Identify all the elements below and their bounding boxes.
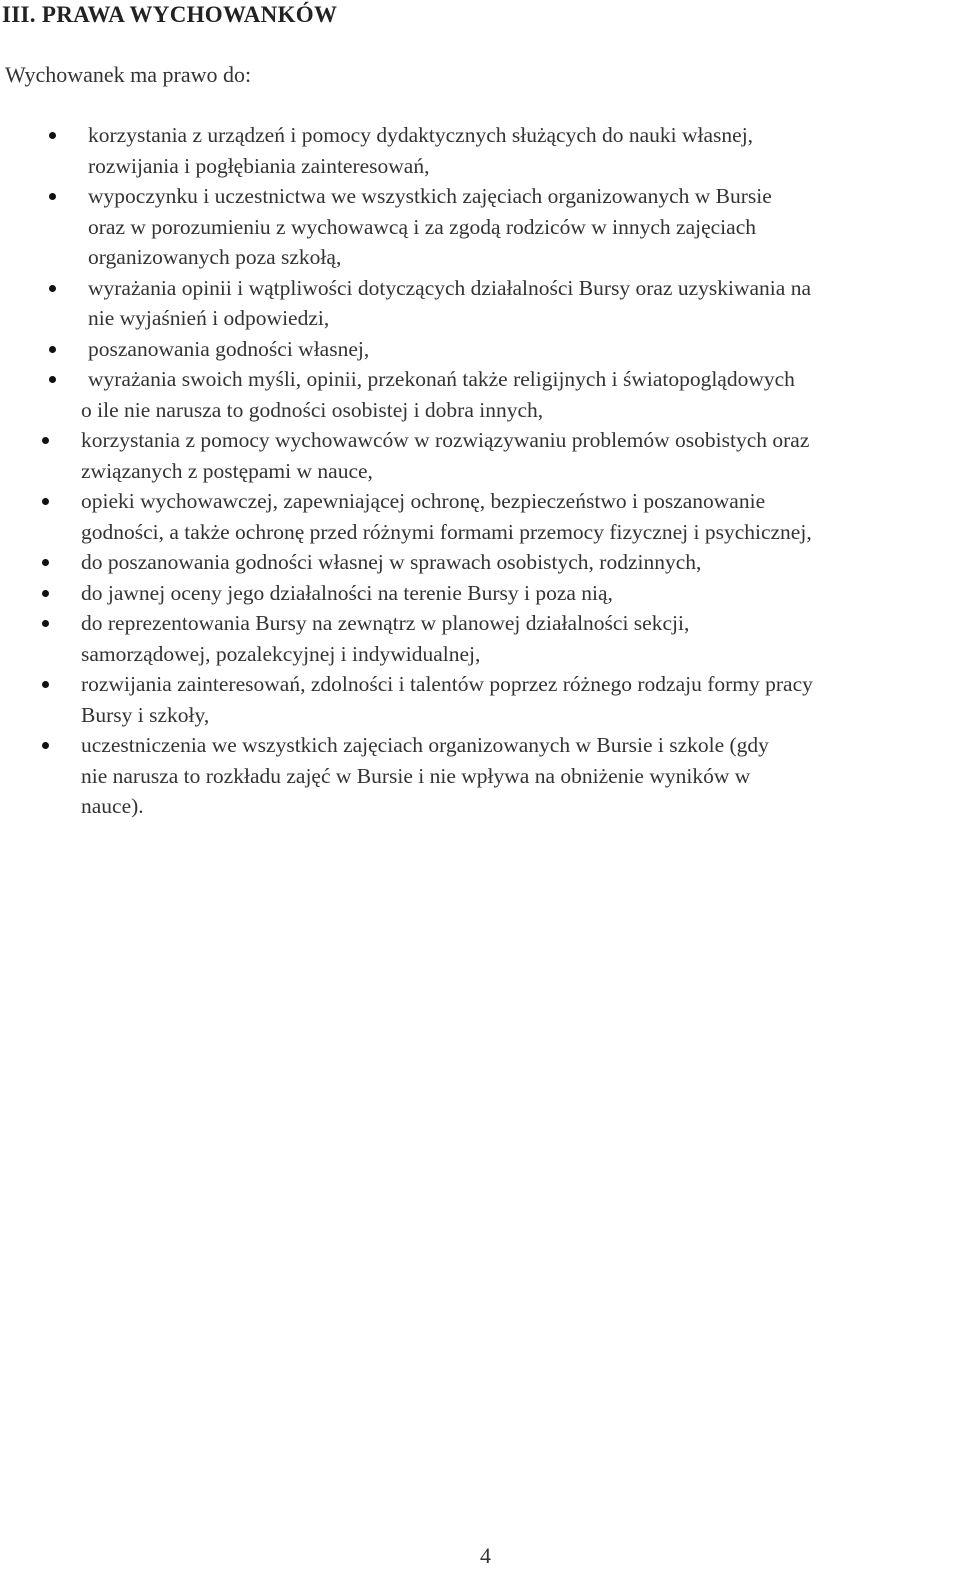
- text-line: do jawnej oceny jego działalności na terenie Bursy i poza nią,: [81, 580, 613, 605]
- bullet-icon: [42, 498, 49, 505]
- bullet-icon: [49, 376, 56, 383]
- text-line: korzystania z urządzeń i pomocy dydaktycznych służących do nauki własnej,: [88, 123, 754, 147]
- bullet-icon: [42, 681, 49, 688]
- list-item: [0, 486, 960, 547]
- list-item-text: [0, 425, 960, 486]
- text-line: wyrażania swoich myśli, opinii, przekonań także religijnych i światopoglądowych: [88, 367, 795, 391]
- intro-text: Wychowanek ma prawo do:: [5, 62, 252, 87]
- bullet-icon: [42, 590, 49, 597]
- list-item-text: [0, 547, 960, 578]
- list-item-text: [0, 486, 960, 547]
- text-line: nie wyjaśnień i odpowiedzi,: [88, 306, 330, 330]
- list-item-text: [0, 273, 960, 334]
- rights-list: [0, 120, 960, 822]
- list-item-text: [0, 120, 960, 181]
- list-item: [0, 578, 960, 609]
- bullet-icon: [42, 559, 49, 566]
- list-item: [0, 120, 960, 181]
- list-item-text: [0, 181, 960, 273]
- text-line: rozwijania zainteresowań, zdolności i talentów poprzez różnego rodzaju formy pracy: [81, 672, 813, 696]
- list-item-text: [0, 608, 960, 669]
- bullet-icon: [42, 620, 49, 627]
- list-item: [0, 608, 960, 669]
- text-line: samorządowej, pozalekcyjnej i indywidualnej,: [81, 641, 481, 666]
- text-line: wyrażania opinii i wątpliwości dotyczących działalności Bursy oraz uzyskiwania na: [88, 275, 811, 300]
- list-item: [0, 425, 960, 486]
- text-line: Bursy i szkoły,: [81, 702, 210, 727]
- list-item-text: [0, 364, 960, 425]
- text-line: opieki wychowawczej, zapewniającej ochronę, bezpieczeństwo i poszanowanie: [81, 489, 766, 513]
- text-line: uczestniczenia we wszystkich zajęciach organizowanych w Bursie i szkole (gdy: [81, 733, 769, 757]
- list-item-text: [0, 669, 960, 730]
- bullet-icon: [49, 193, 56, 200]
- text-line: korzystania z pomocy wychowawców w rozwiązywaniu problemów osobistych oraz: [81, 428, 810, 452]
- section-heading: III. PRAWA WYCHOWANKÓW: [2, 2, 338, 27]
- bullet-icon: [49, 346, 56, 353]
- bullet-icon: [49, 132, 56, 139]
- text-line: wypoczynku i uczestnictwa we wszystkich zajęciach organizowanych w Bursie: [88, 184, 772, 208]
- text-line: oraz w porozumieniu z wychowawcą i za zgodą rodziców w innych zajęciach: [88, 214, 756, 239]
- list-item: [0, 334, 960, 365]
- text-line: do reprezentowania Bursy na zewnątrz w planowej działalności sekcji,: [81, 611, 690, 635]
- text-line: nie narusza to rozkładu zajęć w Bursie i nie wpływa na obniżenie wyników w: [81, 763, 751, 788]
- text-line: godności, a także ochronę przed różnymi formami przemocy fizycznej i psychicznej,: [81, 519, 812, 544]
- list-item: [0, 364, 960, 425]
- text-line: poszanowania godności własnej,: [88, 336, 370, 361]
- list-item-text: [0, 578, 960, 609]
- text-line: związanych z postępami w nauce,: [81, 458, 373, 483]
- bullet-icon: [49, 285, 56, 292]
- bullet-icon: [42, 742, 49, 749]
- list-item: [0, 273, 960, 334]
- page-number: 4: [480, 1543, 491, 1568]
- list-item: [0, 181, 960, 273]
- text-line: do poszanowania godności własnej w sprawach osobistych, rodzinnych,: [81, 550, 702, 574]
- list-item-text: [0, 730, 960, 822]
- bullet-icon: [42, 437, 49, 444]
- list-item-text: [0, 334, 960, 365]
- text-line: organizowanych poza szkołą,: [88, 245, 342, 269]
- list-item: [0, 669, 960, 730]
- text-line: rozwijania i pogłębiania zainteresowań,: [88, 153, 430, 178]
- list-item: [0, 547, 960, 578]
- text-line: o ile nie narusza to godności osobistej i dobra innych,: [81, 397, 544, 422]
- text-line: nauce).: [81, 794, 144, 818]
- list-item: [0, 730, 960, 822]
